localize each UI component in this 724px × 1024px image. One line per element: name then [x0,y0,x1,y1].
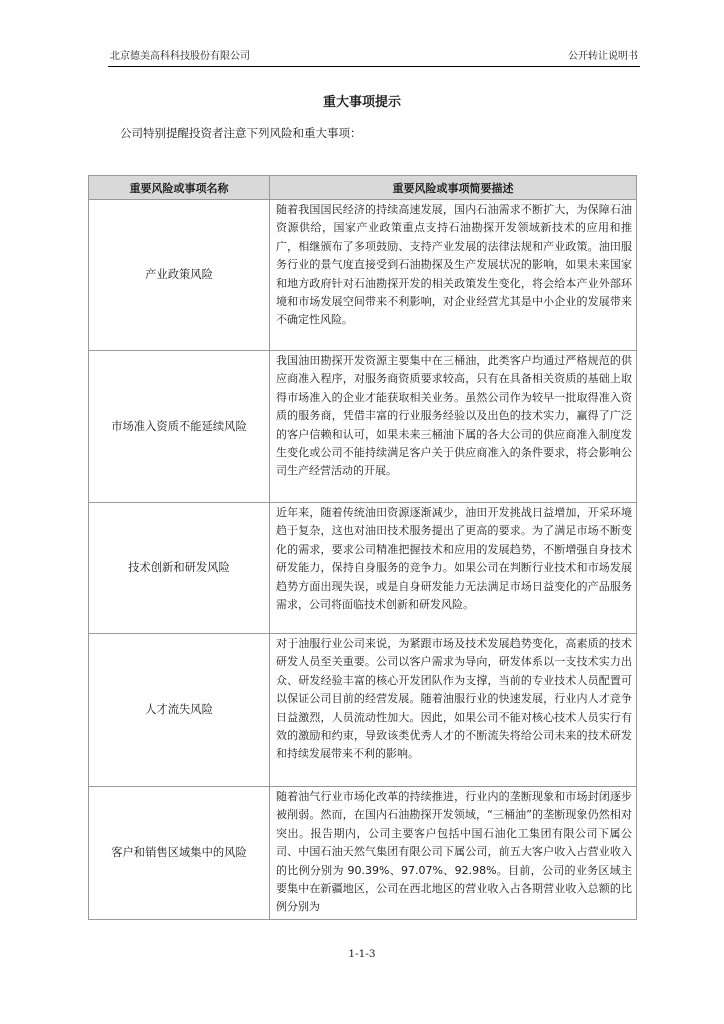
risk-description-cell [270,787,637,920]
table-row [89,787,637,920]
header-risk-description: 重要风险或事项简要描述 [270,176,637,200]
table-row [89,351,637,503]
risk-description-cell [270,634,637,787]
risk-description: 随着油气行业市场化改革的持续推进，行业内的垄断现象和市场封闭逐步被削弱。然而，在国内石油勘探开发领域，“三桶油”的垄断现象仍然相对突出。报告期内，公司主要客户包括中国石油化工集团有限公司下属公司、中国石油天然气集团有限公司下属公司，前五大客户收入占营业收入的比例分别为 90.39%、97.07%、92.98%。目前，公司的业务区域主要集中在新疆地区，公司在西北地区的营业收入占各期营业收入总额的比例分别为 [276,790,632,914]
risk-name: 客户和销售区域集中的风险 [89,787,270,920]
risk-name: 技术创新和研发风险 [89,503,270,634]
risk-name: 产业政策风险 [89,200,270,351]
header-document-type: 公开转让说明书 [568,51,638,62]
table-row [89,634,637,787]
risk-description-cell [270,200,637,351]
table-header-row [89,176,637,200]
risk-name: 市场准入资质不能延续风险 [89,351,270,503]
risk-description-cell [270,503,637,634]
risk-description-cell [270,351,637,503]
risk-description: 对于油服行业公司来说，为紧跟市场及技术发展趋势变化，高素质的技术研发人员至关重要。公司以客户需求为导向，研发体系以一支技术实力出众、研发经验丰富的核心开发团队作为支撑，当前的专业技术人员配置可以保证公司目前的经营发展。随着油服行业的快速发展，行业内人才竞争日益激烈，人员流动性加大。因此，如果公司不能对核心技术人员实行有效的激励和约束，导致该类优秀人才的不断流失将给公司未来的技术研发和持续发展带来不利的影响。 [276,637,632,761]
risk-description: 近年来，随着传统油田资源逐渐减少，油田开发挑战日益增加，开采环境趋于复杂，这也对油田技术服务提出了更高的要求。为了满足市场不断变化的需求，要求公司精准把握技术和应用的发展趋势，不断增强自身技术研发能力，保持自身服务的竞争力。如果公司在判断行业技术和市场发展趋势方面出现失误，或是自身研发能力无法满足市场日益变化的产品服务需求，公司将面临技术创新和研发风险。 [276,506,632,612]
page-header [108,50,640,67]
page-title: 重大事项提示 [322,95,401,110]
header-risk-name: 重要风险或事项名称 [89,176,270,200]
risk-description: 我国油田勘探开发资源主要集中在三桶油，此类客户均通过严格规范的供应商准入程序，对服务商资质要求较高，只有在具备相关资质的基础上取得市场准入的企业才能获取相关业务。虽然公司作为较早一批取得准入资质的服务商，凭借丰富的行业服务经验以及出色的技术实力，赢得了广泛的客户信赖和认可，如果未来三桶油下属的各大公司的供应商准入制度发生变化或公司不能持续满足客户关于供应商准入的条件要求，将会影响公司生产经营活动的开展。 [276,354,632,478]
page-number: 1-1-3 [348,948,376,960]
risk-description: 随着我国国民经济的持续高速发展，国内石油需求不断扩大，为保障石油资源供给，国家产业政策重点支持石油勘探开发领域新技术的应用和推广，相继颁布了多项鼓励、支持产业发展的法律法规和产业政策。油田服务行业的景气度直接受到石油勘探及生产发展状况的影响，如果未来国家和地方政府针对石油勘探开发的相关政策发生变化，将会给本产业外部环境和市场发展空间带来不利影响，对企业经营尤其是中小企业的发展带来不确定性风险。 [276,203,632,327]
table-row [89,503,637,634]
risk-name: 人才流失风险 [89,634,270,787]
risk-table [88,175,637,920]
table-row [89,200,637,351]
header-company-name: 北京德美高科科技股份有限公司 [110,51,250,62]
intro-text: 公司特别提醒投资者注意下列风险和重大事项： [120,126,362,140]
